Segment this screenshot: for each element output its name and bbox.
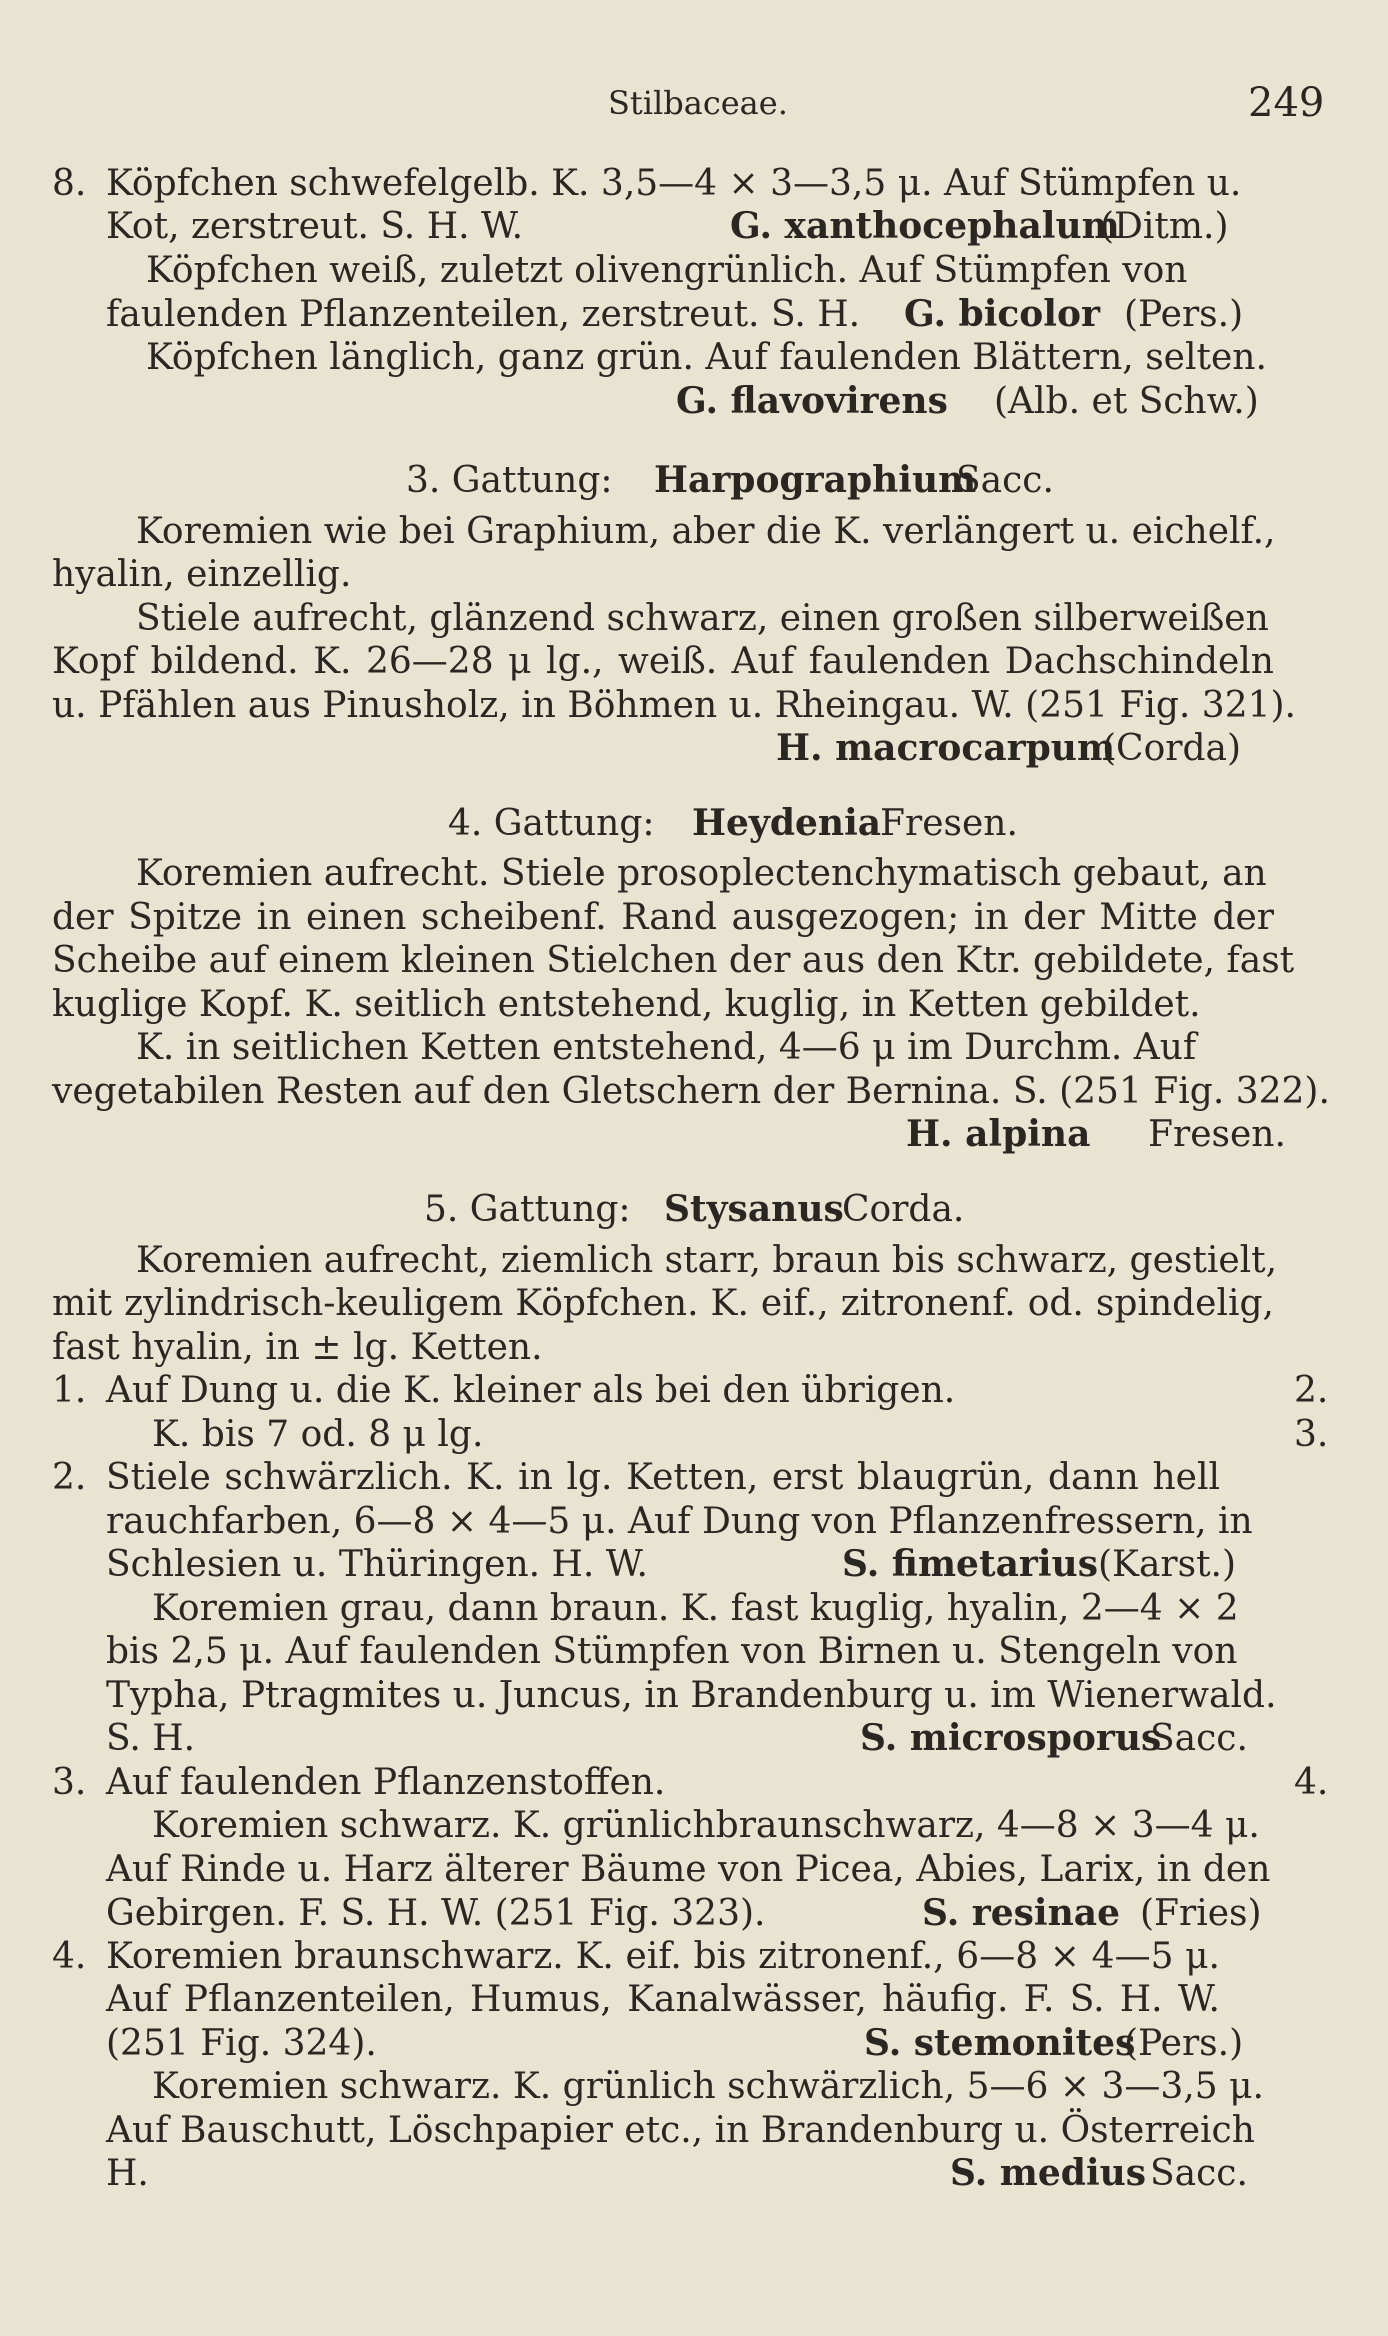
text-line — [0, 2065, 1388, 2108]
text-segment: (Karst.) — [1098, 1544, 1237, 1585]
species-name: G. xanthocephalum — [730, 205, 1120, 247]
text-segment: (Pers.) — [1124, 294, 1244, 335]
species-name: S. fimetarius — [842, 1543, 1098, 1585]
text-line — [0, 896, 1388, 939]
text-segment: Koremien schwarz. K. grünlich schwärzlich, 5—6 × 3—3,5 μ. — [152, 2066, 1264, 2107]
text-line — [0, 380, 1388, 423]
species-name: S. medius — [950, 2152, 1147, 2194]
text-line — [0, 983, 1388, 1026]
text-line — [0, 1717, 1388, 1760]
text-line — [0, 640, 1388, 683]
text-segment: Sacc. — [1150, 1718, 1248, 1759]
text-segment: vegetabilen Resten auf den Gletschern der Bernina. S. (251 Fig. 322). — [52, 1071, 1330, 1112]
text-line — [0, 1239, 1388, 1282]
species-name: H. macrocarpum — [776, 727, 1116, 769]
text-line — [0, 939, 1388, 982]
text-segment: K. bis 7 od. 8 μ lg. — [152, 1414, 484, 1455]
text-line — [0, 1500, 1388, 1543]
text-segment: Auf Pflanzenteilen, Humus, Kanalwässer, häufig. F. S. H. W. — [106, 1979, 1220, 2020]
text-segment: bis 2,5 μ. Auf faulenden Stümpfen von Birnen u. Stengeln von — [106, 1631, 1238, 1672]
text-line — [0, 1587, 1388, 1630]
text-segment: Sacc. — [956, 460, 1054, 501]
text-segment: Koremien aufrecht, ziemlich starr, braun bis schwarz, gestielt, — [136, 1240, 1278, 1281]
text-segment: Gebirgen. F. S. H. W. (251 Fig. 323). — [106, 1893, 766, 1934]
text-line — [0, 336, 1388, 379]
text-segment: (251 Fig. 324). — [106, 2023, 377, 2064]
text-segment: kuglige Kopf. K. seitlich entstehend, kuglig, in Ketten gebildet. — [52, 984, 1201, 1025]
text-line — [0, 1026, 1388, 1069]
species-name: H. alpina — [906, 1113, 1091, 1155]
text-segment: 1. — [52, 1370, 87, 1411]
text-segment: Corda. — [842, 1189, 965, 1230]
text-segment: der Spitze in einen scheibenf. Rand ausgezogen; in der Mitte der — [52, 897, 1274, 938]
text-segment: mit zylindrisch-keuligem Köpfchen. K. eif., zitronenf. od. spindelig, — [52, 1283, 1274, 1324]
text-line — [0, 1761, 1388, 1804]
text-segment: (Ditm.) — [1100, 206, 1229, 247]
text-segment: Fresen. — [1148, 1114, 1286, 1155]
text-line — [0, 727, 1388, 770]
text-segment: Stiele aufrecht, glänzend schwarz, einen großen silberweißen — [136, 598, 1269, 639]
page-number: 249 — [1248, 80, 1325, 126]
species-name: S. microsporus — [860, 1717, 1162, 1759]
text-segment: Kopf bildend. K. 26—28 μ lg., weiß. Auf faulenden Dachschindeln — [52, 641, 1274, 682]
text-line — [0, 1543, 1388, 1586]
text-segment: (Fries) — [1140, 1893, 1262, 1934]
text-line — [0, 553, 1388, 596]
text-line — [0, 162, 1388, 205]
text-line — [0, 510, 1388, 553]
text-line — [0, 1848, 1388, 1891]
text-segment: Auf Bauschutt, Löschpapier etc., in Brandenburg u. Österreich — [106, 2110, 1255, 2151]
text-segment: (Pers.) — [1124, 2023, 1244, 2064]
text-line — [0, 597, 1388, 640]
text-segment: 4. — [52, 1936, 87, 1977]
text-line — [0, 1070, 1388, 1113]
text-segment: Sacc. — [1150, 2153, 1248, 2194]
text-segment: Koremien wie bei Graphium, aber die K. verlängert u. eichelf., — [136, 511, 1276, 552]
text-line — [0, 1804, 1388, 1847]
text-segment: 3. Gattung: — [406, 460, 613, 501]
text-line — [0, 1674, 1388, 1717]
text-segment: Auf Dung u. die K. kleiner als bei den übrigen. — [106, 1370, 956, 1411]
species-name: G. bicolor — [904, 293, 1100, 335]
text-line — [0, 1456, 1388, 1499]
text-line — [0, 1113, 1388, 1156]
text-segment: S. H. — [106, 1718, 196, 1759]
text-segment: 5. Gattung: — [424, 1189, 631, 1230]
text-segment: Köpfchen länglich, ganz grün. Auf faulenden Blättern, selten. — [146, 337, 1267, 378]
species-name: Stysanus — [664, 1188, 844, 1230]
text-line — [0, 2152, 1388, 2195]
text-segment: 4. Gattung: — [448, 803, 655, 844]
text-segment: Auf faulenden Pflanzenstoffen. — [106, 1762, 666, 1803]
text-line — [0, 1369, 1388, 1412]
text-line — [0, 1188, 1388, 1231]
text-segment: Stiele schwärzlich. K. in lg. Ketten, erst blaugrün, dann hell — [106, 1457, 1220, 1498]
text-segment: faulenden Pflanzenteilen, zerstreut. S. H. — [106, 294, 861, 335]
species-name: S. stemonites — [864, 2022, 1136, 2064]
text-line — [0, 1630, 1388, 1673]
text-line — [0, 1892, 1388, 1935]
running-header — [0, 78, 1388, 128]
running-head-title: Stilbaceae. — [608, 84, 788, 122]
text-segment: Scheibe auf einem kleinen Stielchen der aus den Ktr. gebildete, fast — [52, 940, 1295, 981]
text-line — [0, 205, 1388, 248]
text-line — [0, 1978, 1388, 2021]
text-line — [0, 1413, 1388, 1456]
text-segment: K. in seitlichen Ketten entstehend, 4—6 μ im Durchm. Auf — [136, 1027, 1197, 1068]
text-segment: Typha, Ptragmites u. Juncus, in Brandenburg u. im Wienerwald. — [106, 1675, 1277, 1716]
text-segment: Köpfchen weiß, zuletzt olivengrünlich. Auf Stümpfen von — [146, 250, 1188, 291]
text-line — [0, 1935, 1388, 1978]
text-segment: Koremien schwarz. K. grünlichbraunschwarz, 4—8 × 3—4 μ. — [152, 1805, 1260, 1846]
text-segment: H. — [106, 2153, 149, 2194]
text-line — [0, 1326, 1388, 1369]
text-segment: Koremien braunschwarz. K. eif. bis zitronenf., 6—8 × 4—5 μ. — [106, 1936, 1220, 1977]
text-line — [0, 249, 1388, 292]
text-segment: 4. — [1294, 1762, 1329, 1803]
text-segment: Koremien grau, dann braun. K. fast kuglig, hyalin, 2—4 × 2 — [152, 1588, 1239, 1629]
text-line — [0, 852, 1388, 895]
species-name: G. flavovirens — [676, 380, 948, 422]
text-segment: 3. — [1294, 1414, 1329, 1455]
species-name: Harpographium — [654, 459, 977, 501]
species-name: S. resinae — [922, 1892, 1120, 1934]
text-line — [0, 2109, 1388, 2152]
text-line — [0, 684, 1388, 727]
text-segment: 2. — [1294, 1370, 1329, 1411]
text-segment: rauchfarben, 6—8 × 4—5 μ. Auf Dung von Pflanzenfressern, in — [106, 1501, 1253, 1542]
text-line — [0, 1282, 1388, 1325]
text-line — [0, 2022, 1388, 2065]
text-segment: Kot, zerstreut. S. H. W. — [106, 206, 524, 247]
text-segment: Fresen. — [880, 803, 1018, 844]
text-line — [0, 802, 1388, 845]
text-segment: Schlesien u. Thüringen. H. W. — [106, 1544, 648, 1585]
text-segment: Koremien aufrecht. Stiele prosoplectenchymatisch gebaut, an — [136, 853, 1267, 894]
text-segment: fast hyalin, in ± lg. Ketten. — [52, 1327, 543, 1368]
text-segment: 3. — [52, 1762, 87, 1803]
text-segment: 8. — [52, 163, 87, 204]
text-line — [0, 293, 1388, 336]
text-segment: Köpfchen schwefelgelb. K. 3,5—4 × 3—3,5 μ. Auf Stümpfen u. — [106, 163, 1242, 204]
text-segment: (Alb. et Schw.) — [994, 381, 1259, 422]
text-segment: (Corda) — [1102, 728, 1242, 769]
species-name: Heydenia — [692, 802, 882, 844]
text-segment: hyalin, einzellig. — [52, 554, 352, 595]
text-segment: u. Pfählen aus Pinusholz, in Böhmen u. Rheingau. W. (251 Fig. 321). — [52, 685, 1296, 726]
text-line — [0, 459, 1388, 502]
text-segment: 2. — [52, 1457, 87, 1498]
text-segment: Auf Rinde u. Harz älterer Bäume von Picea, Abies, Larix, in den — [106, 1849, 1271, 1890]
